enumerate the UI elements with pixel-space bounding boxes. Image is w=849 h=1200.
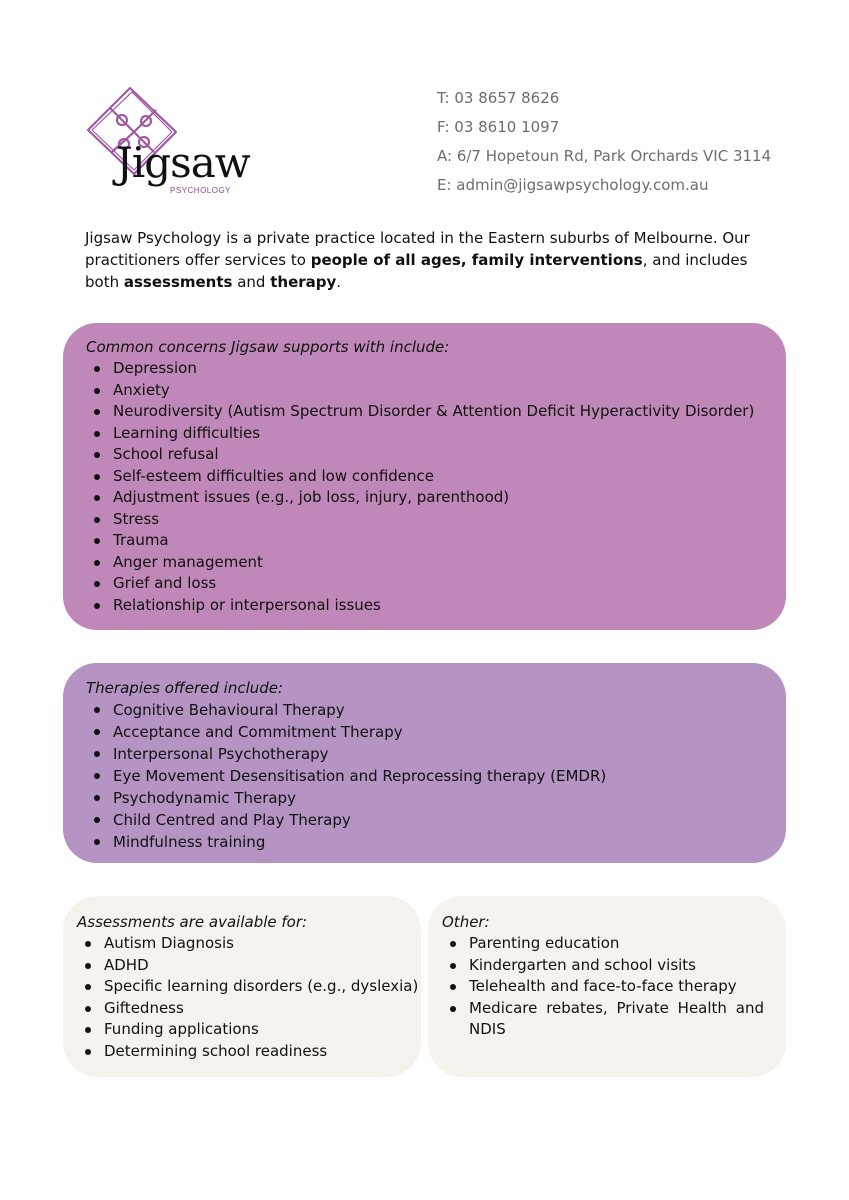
logo-subtitle: PSYCHOLOGY	[170, 186, 232, 195]
list-item: Autism Diagnosis	[104, 933, 421, 955]
list-item: Learning difficulties	[113, 423, 786, 445]
contact-details	[437, 84, 771, 200]
intro-paragraph	[85, 227, 765, 293]
concerns-title: Common concerns Jigsaw supports with include:	[86, 338, 450, 356]
list-item: Depression	[113, 358, 786, 380]
intro-bold: people of all ages, family interventions	[310, 251, 643, 269]
intro-text: Jigsaw Psychology is a private practice located in the Eastern suburbs of Melbourne. Our practitioners offer services to	[85, 229, 750, 269]
concerns-list	[86, 358, 786, 616]
assessments-title: Assessments are available for:	[77, 913, 308, 931]
list-item: Specific learning disorders (e.g., dyslexia)	[104, 976, 421, 998]
list-item: Neurodiversity (Autism Spectrum Disorder & Attention Deficit Hyperactivity Disorder)	[113, 401, 786, 423]
therapies-panel	[63, 663, 786, 863]
list-item: Cognitive Behavioural Therapy	[113, 699, 786, 721]
list-item: Kindergarten and school visits	[469, 955, 786, 977]
list-item: Stress	[113, 509, 786, 531]
list-item: School refusal	[113, 444, 786, 466]
list-item: Relationship or interpersonal issues	[113, 595, 786, 617]
list-item: Anxiety	[113, 380, 786, 402]
therapies-title: Therapies offered include:	[86, 679, 284, 697]
list-item: Funding applications	[104, 1019, 421, 1041]
list-item: Eye Movement Desensitisation and Reprocessing therapy (EMDR)	[113, 765, 786, 787]
list-item: Medicare rebates, Private Health and NDIS	[469, 998, 764, 1041]
list-item: Telehealth and face-to-face therapy	[469, 976, 786, 998]
list-item: Psychodynamic Therapy	[113, 787, 786, 809]
list-item: Trauma	[113, 530, 786, 552]
list-item: Self-esteem difficulties and low confidence	[113, 466, 786, 488]
contact-email: E: admin@jigsawpsychology.com.au	[437, 176, 709, 194]
intro-text: , and includes both	[85, 251, 748, 291]
list-item: Interpersonal Psychotherapy	[113, 743, 786, 765]
list-item: Giftedness	[104, 998, 421, 1020]
other-panel	[428, 896, 786, 1077]
intro-text: and	[232, 273, 271, 291]
contact-address: A: 6/7 Hopetoun Rd, Park Orchards VIC 3114	[437, 147, 772, 165]
therapies-list	[86, 699, 786, 853]
list-item: ADHD	[104, 955, 421, 977]
list-item: Acceptance and Commitment Therapy	[113, 721, 786, 743]
list-item: Parenting education	[469, 933, 786, 955]
list-item: Anger management	[113, 552, 786, 574]
list-item: Adjustment issues (e.g., job loss, injury, parenthood)	[113, 487, 786, 509]
concerns-panel	[63, 323, 786, 630]
contact-fax: F: 03 8610 1097	[437, 118, 560, 136]
list-item: Mindfulness training	[113, 831, 786, 853]
intro-bold: therapy	[270, 273, 337, 291]
logo	[84, 84, 250, 198]
list-item: Grief and loss	[113, 573, 786, 595]
intro-bold: assessments	[123, 273, 233, 291]
assessments-panel	[63, 896, 421, 1077]
logo-wordmark: Jigsaw	[116, 138, 250, 187]
other-title: Other:	[442, 913, 490, 931]
contact-phone: T: 03 8657 8626	[437, 89, 560, 107]
other-list	[442, 933, 786, 1041]
assessments-list	[77, 933, 421, 1062]
list-item: Determining school readiness	[104, 1041, 421, 1063]
list-item: Child Centred and Play Therapy	[113, 809, 786, 831]
intro-text: .	[336, 273, 342, 291]
